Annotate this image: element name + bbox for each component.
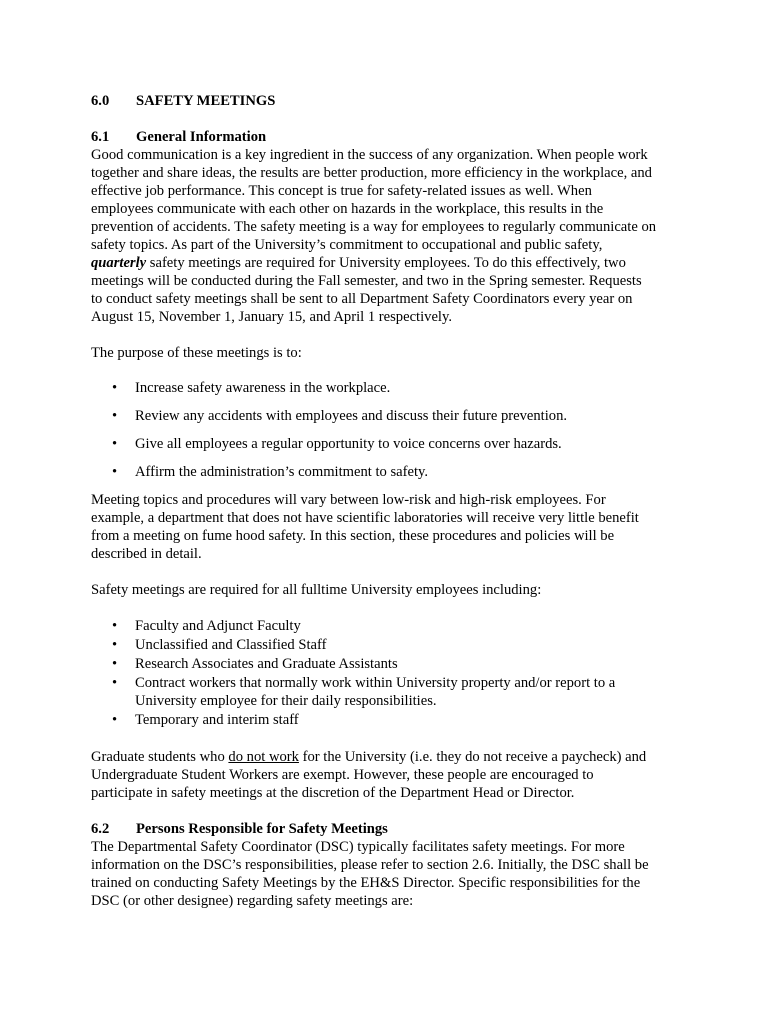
risk-paragraph xyxy=(91,491,691,563)
section-title: SAFETY MEETINGS xyxy=(136,93,276,109)
list-item: • Unclassified and Classified Staff xyxy=(112,637,327,653)
paragraph-line: Undergraduate Student Workers are exempt. However, these people are encouraged to xyxy=(91,767,594,783)
paragraph-line: trained on conducting Safety Meetings by the EH&S Director. Specific responsibilities for the xyxy=(91,875,641,891)
paragraph-line: information on the DSC’s responsibilities, please refer to section 2.6. Initially, the DSC shall be xyxy=(91,857,649,873)
paragraph-line: August 15, November 1, January 15, and April 1 respectively. xyxy=(91,309,452,325)
purpose-list xyxy=(91,379,691,481)
list-item: • Faculty and Adjunct Faculty xyxy=(112,618,301,634)
subsection-number: 6.2 xyxy=(91,821,110,837)
required-list xyxy=(91,617,691,729)
underlined-do-not-work: do not work xyxy=(228,749,299,765)
paragraph-line: effective job performance. This concept is true for safety-related issues as well. When xyxy=(91,183,592,199)
paragraph-line: together and share ideas, the results are better production, more efficiency in the workplace, and xyxy=(91,165,652,181)
subsection-title: General Information xyxy=(136,129,267,145)
bullet-icon: • xyxy=(112,712,118,728)
bullet-icon: • xyxy=(112,656,118,672)
paragraph-line: example, a department that does not have scientific laboratories will receive very little benefit xyxy=(91,510,639,526)
subsection-heading-persons xyxy=(91,820,691,838)
bullet-icon: • xyxy=(112,464,118,480)
intro-paragraph xyxy=(91,146,691,326)
bullet-icon: • xyxy=(112,637,118,653)
document-page xyxy=(91,92,691,910)
paragraph-line: meetings will be conducted during the Fall semester, and two in the Spring semester. Requests xyxy=(91,273,642,289)
bullet-icon: • xyxy=(112,436,118,452)
bullet-icon: • xyxy=(112,618,118,634)
section-number: 6.0 xyxy=(91,93,110,109)
subsection-title: Persons Responsible for Safety Meetings xyxy=(136,821,388,837)
list-item: • Increase safety awareness in the workplace. xyxy=(112,380,391,396)
paragraph-line: safety meetings are required for University employees. To do this effectively, two xyxy=(146,255,626,271)
required-intro: Safety meetings are required for all fulltime University employees including: xyxy=(91,582,542,598)
list-item: • Affirm the administration’s commitment to safety. xyxy=(112,464,429,480)
paragraph-line: Meeting topics and procedures will vary between low-risk and high-risk employees. For xyxy=(91,492,606,508)
paragraph-line: The Departmental Safety Coordinator (DSC) typically facilitates safety meetings. For more xyxy=(91,839,625,855)
list-item: • Review any accidents with employees and discuss their future prevention. xyxy=(112,408,568,424)
list-item: • Temporary and interim staff xyxy=(112,712,299,728)
paragraph-line: Good communication is a key ingredient in the success of any organization. When people work xyxy=(91,147,648,163)
paragraph-line: participate in safety meetings at the discretion of the Department Head or Director. xyxy=(91,785,575,801)
paragraph-line: employees communicate with each other on hazards in the workplace, this results in the xyxy=(91,201,604,217)
subsection-heading-general xyxy=(91,128,691,146)
subsection-number: 6.1 xyxy=(91,129,110,145)
paragraph-line: from a meeting on fume hood safety. In this section, these procedures and policies will be xyxy=(91,528,615,544)
bullet-icon: • xyxy=(112,380,118,396)
paragraph-line: prevention of accidents. The safety meeting is a way for employees to regularly communicate on xyxy=(91,219,657,235)
purpose-intro: The purpose of these meetings is to: xyxy=(91,345,302,361)
persons-paragraph xyxy=(91,838,691,910)
list-item: • Research Associates and Graduate Assistants xyxy=(112,656,398,672)
section-heading xyxy=(91,92,691,110)
paragraph-line: to conduct safety meetings shall be sent to all Department Safety Coordinators every year on xyxy=(91,291,633,307)
bullet-icon: • xyxy=(112,675,118,691)
list-item: • Give all employees a regular opportunity to voice concerns over hazards. xyxy=(112,436,562,452)
paragraph-line: DSC (or other designee) regarding safety meetings are: xyxy=(91,893,414,909)
bullet-icon: • xyxy=(112,408,118,424)
paragraph-line: described in detail. xyxy=(91,546,202,562)
paragraph-line: safety topics. As part of the University’s commitment to occupational and public safety, xyxy=(91,237,603,253)
list-item: • Contract workers that normally work within University property and/or report to a University employee for their daily responsibilities. xyxy=(112,675,616,709)
emphasis-quarterly: quarterly xyxy=(91,255,147,271)
exempt-paragraph: Graduate students who do not work for the University (i.e. they do not receive a paycheck) and Undergraduate Student Workers are exempt. However, these people are encouraged to participate in safety meetings at the discretion of the Department Head or Director. xyxy=(91,749,647,801)
